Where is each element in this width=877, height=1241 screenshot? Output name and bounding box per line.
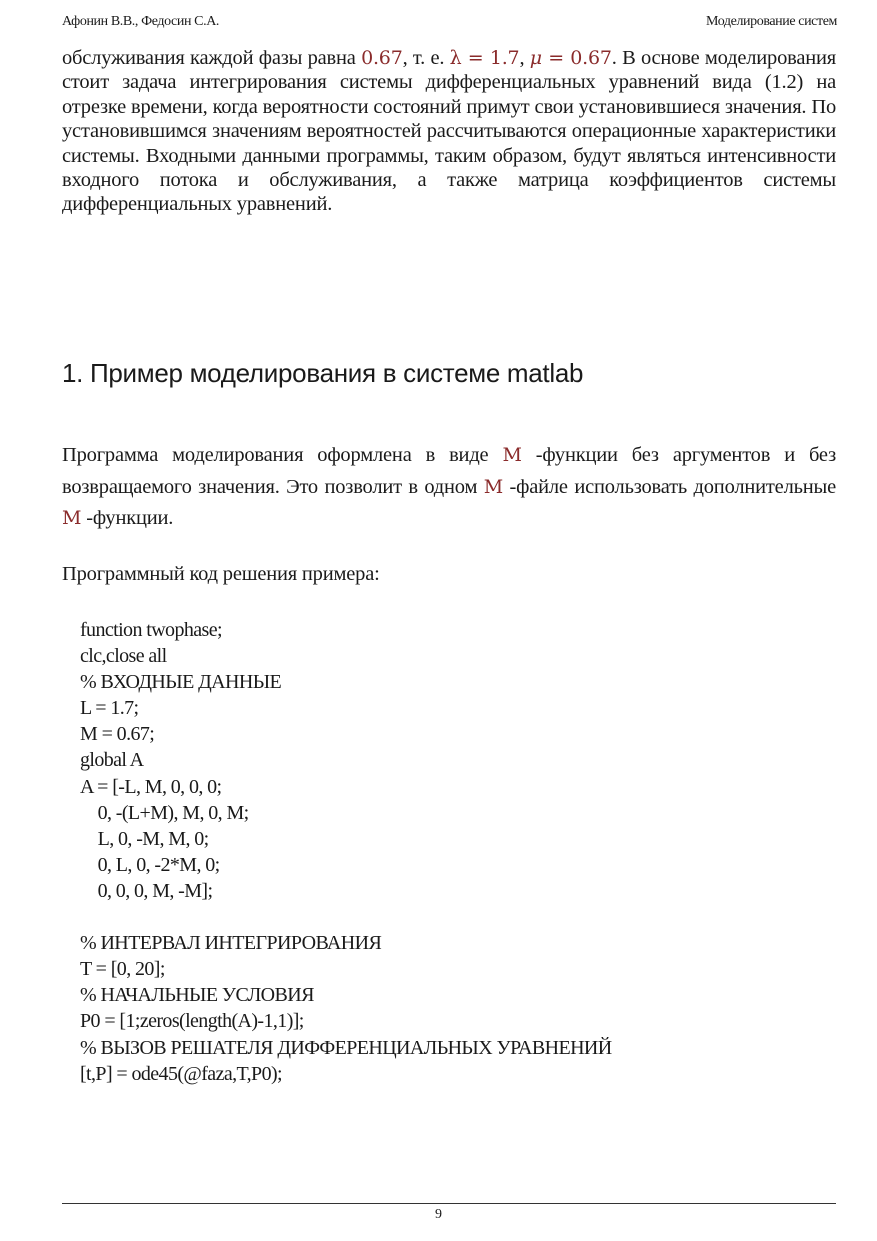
formula-value: 0.67	[361, 47, 403, 69]
paragraph-intro	[62, 46, 836, 217]
formula-m: M	[502, 444, 522, 466]
paragraph-code-intro: Программный код решения примера:	[62, 563, 380, 585]
header-title: Моделирование систем	[706, 14, 837, 29]
code-line: % НАЧАЛЬНЫЕ УСЛОВИЯ	[80, 984, 314, 1007]
code-line: % ВЫЗОВ РЕШАТЕЛЯ ДИФФЕРЕНЦИАЛЬНЫХ УРАВНЕНИЙ	[80, 1036, 612, 1059]
code-line: P0 = [1;zeros(length(A)-1,1)];	[80, 1010, 304, 1033]
code-line: function twophase;	[80, 619, 222, 641]
code-line	[80, 904, 612, 930]
code-line: 0, L, 0, -2*M, 0;	[80, 853, 220, 876]
text: обслуживания каждой фазы равна	[62, 47, 362, 69]
code-line: L = 1.7;	[80, 697, 139, 720]
code-line: % ВХОДНЫЕ ДАННЫЕ	[80, 671, 282, 694]
header-authors: Афонин В.В., Федосин С.А.	[62, 14, 220, 29]
code-line: M = 0.67;	[80, 723, 155, 746]
code-listing	[80, 617, 612, 1087]
mu-symbol: μ	[529, 47, 542, 69]
code-line: L, 0, -M, M, 0;	[80, 827, 209, 850]
formula-lambda: λ = 1.7	[449, 47, 520, 69]
footer-divider	[62, 1203, 836, 1204]
code-line: 0, 0, 0, M, -M];	[80, 879, 213, 902]
text: Программа моделирования оформлена в виде	[62, 444, 503, 466]
code-line: A = [-L, M, 0, 0, 0;	[80, 775, 222, 798]
code-line: % ИНТЕРВАЛ ИНТЕГРИРОВАНИЯ	[80, 932, 382, 955]
formula-m: M	[483, 475, 504, 498]
page-number: 9	[435, 1207, 442, 1222]
text: . В основе моделирования стоит задача интегрирования системы дифференциальных уравнений вида (1.2) на отрезке времени, когда вероятности состояний примут свои установившиеся значения. По установившимся значениям вероятностей рассчитываются операционные характеристики системы. Входными данными программы, таким образом, будут являться интенсивности входного потока и обслуживания, а также матрица коэффициентов системы дифференциальных уравнений.	[62, 47, 837, 216]
formula-m: M	[62, 507, 82, 529]
code-line: 0, -(L+M), M, 0, M;	[80, 801, 249, 824]
text: ,	[519, 47, 530, 69]
text: -файле использовать дополнительные	[503, 475, 837, 498]
section-heading: 1. Пример моделирования в системе matlab	[62, 358, 584, 388]
mu-value: = 0.67	[541, 47, 612, 69]
code-line: global A	[80, 749, 144, 772]
paragraph-program	[62, 440, 836, 535]
code-line: clc,close all	[80, 645, 167, 668]
text: -функции без аргументов и без возвращаемого значения. Это позволит в одном	[62, 444, 836, 498]
text: , т. е.	[402, 47, 450, 69]
code-line: [t,P] = ode45(@faza,T,P0);	[80, 1062, 282, 1085]
code-line: T = [0, 20];	[80, 958, 165, 981]
text: -функции.	[81, 507, 174, 529]
formula-mu	[530, 47, 612, 69]
